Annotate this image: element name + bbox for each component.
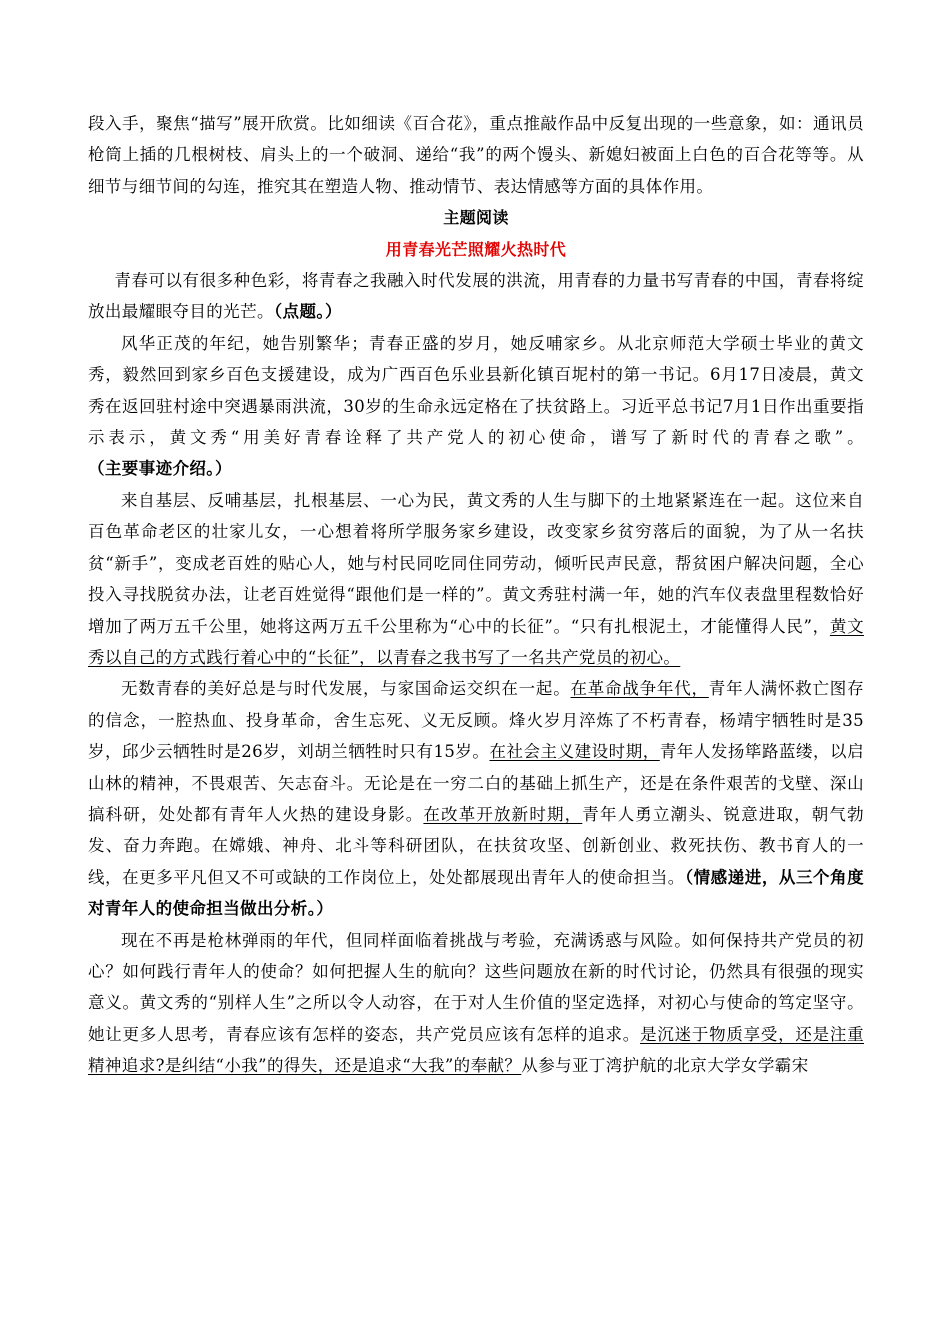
paragraph-1-text: 青春可以有很多种色彩，将青春之我融入时代发展的洪流，用青春的力量书写青春的中国，青春将绽放出最耀眼夺目的光芒。 xyxy=(88,271,864,322)
paragraph-3-underlined: 黄文秀以自己的方式践行着心中的“长征”，以青春之我书写了一名共产党员的初心。 xyxy=(88,616,864,667)
paragraph-3 xyxy=(88,485,864,673)
paragraph-4-underlined-3: 在改革开放新时期， xyxy=(423,804,583,824)
paragraph-5-b: 从参与亚丁湾护航的北京大学女学霸宋 xyxy=(521,1056,809,1076)
paragraph-1 xyxy=(88,265,864,328)
paragraph-4 xyxy=(88,673,864,924)
paragraph-2-text: 风华正茂的年纪，她告别繁华；青春正盛的岁月，她反哺家乡。从北京师范大学硕士毕业的黄文秀，毅然回到家乡百色支援建设，成为广西百色乐业县新化镇百坭村的第一书记。6月17日凌晨，黄文秀在返回驻村途中突遇暴雨洪流，30岁的生命永远定格在了扶贫路上。习近平总书记7月1日作出重要指示表示，黄文秀“用美好青春诠释了共产党人的初心使命，谱写了新时代的青春之歌”。 xyxy=(88,333,864,448)
paragraph-2 xyxy=(88,328,864,485)
paragraph-2-note: （主要事迹介绍。） xyxy=(88,459,232,479)
intro-text: 段入手，聚焦“描写”展开欣赏。比如细读《百合花》，重点推敲作品中反复出现的一些意象，如：通讯员枪筒上插的几根树枝、肩头上的一个破洞、递给“我”的两个馒头、新媳妇被面上白色的百合花等等。从细节与细节间的勾连，推究其在塑造人物、推动情节、表达情感等方面的具体作用。 xyxy=(88,114,864,196)
paragraph-1-note: （点题。） xyxy=(273,302,342,322)
intro-paragraph xyxy=(88,108,864,202)
paragraph-5-underlined: 是沉迷于物质享受，还是注重精神追求?是纠结“小我”的得失，还是追求“大我”的奉献？ xyxy=(88,1024,864,1076)
paragraph-4-d: 青年人勇立潮头、锐意进取，朝气勃发、奋力奔跑。在嫦娥、神舟、北斗等科研团队，在扶贫攻坚、创新创业、救死扶伤、教书育人的一线，在更多平凡但又不可或缺的工作岗位上，处处都展现出青年人的使命担当。 xyxy=(88,804,864,887)
article-title: 用青春光芒照耀火热时代 xyxy=(385,239,567,259)
paragraph-5 xyxy=(88,925,864,1082)
paragraph-4-underlined-1: 在革命战争年代， xyxy=(570,679,709,699)
paragraph-4-c: 青年人发扬筚路蓝缕，以启山林的精神，不畏艰苦、矢志奋斗。无论是在一穷二白的基础上抓生产，还是在条件艰苦的戈壁、深山搞科研，处处都有青年人火热的建设身影。 xyxy=(88,742,864,824)
paragraph-4-a: 无数青春的美好总是与时代发展，与家国命运交织在一起。 xyxy=(121,679,571,699)
paragraph-4-b: 青年人满怀救亡图存的信念，一腔热血、投身革命，舍生忘死、义无反顾。烽火岁月淬炼了不朽青春，杨靖宇牺牲时是35岁，邱少云牺牲时是26岁，刘胡兰牺牲时只有15岁。 xyxy=(88,679,864,762)
paragraph-3-text: 来自基层、反哺基层，扎根基层、一心为民，黄文秀的人生与脚下的土地紧紧连在一起。这位来自百色革命老区的壮家儿女，一心想着将所学服务家乡建设，改变家乡贫穷落后的面貌，为了从一名扶贫“新手”，变成老百姓的贴心人，她与村民同吃同住同劳动，倾听民声民意，帮贫困户解决问题，全心投入寻找脱贫办法，让老百姓觉得“跟他们是一样的”。黄文秀驻村满一年，她的汽车仪表盘里程数恰好增加了两万五千公里，她将这两万五千公里称为“心中的长征”。“只有扎根泥土，才能懂得人民”， xyxy=(88,490,864,636)
paragraph-4-note: （情感递进，从三个角度对青年人的使命担当做出分析。） xyxy=(88,867,864,919)
paragraph-4-underlined-2: 在社会主义建设时期， xyxy=(489,742,660,762)
paragraph-5-a: 现在不再是枪林弹雨的年代，但同样面临着挑战与考验，充满诱惑与风险。如何保持共产党员的初心？如何践行青年人的使命？如何把握人生的航向？这些问题放在新的时代讨论，仍然具有很强的现实意义。黄文秀的“别样人生”之所以令人动容，在于对人生价值的坚定选择，对初心与使命的笃定坚守。她让更多人思考，青春应该有怎样的姿态，共产党员应该有怎样的追求。 xyxy=(88,930,864,1044)
document-page xyxy=(88,108,864,1082)
section-heading: 主题阅读 xyxy=(443,208,509,228)
